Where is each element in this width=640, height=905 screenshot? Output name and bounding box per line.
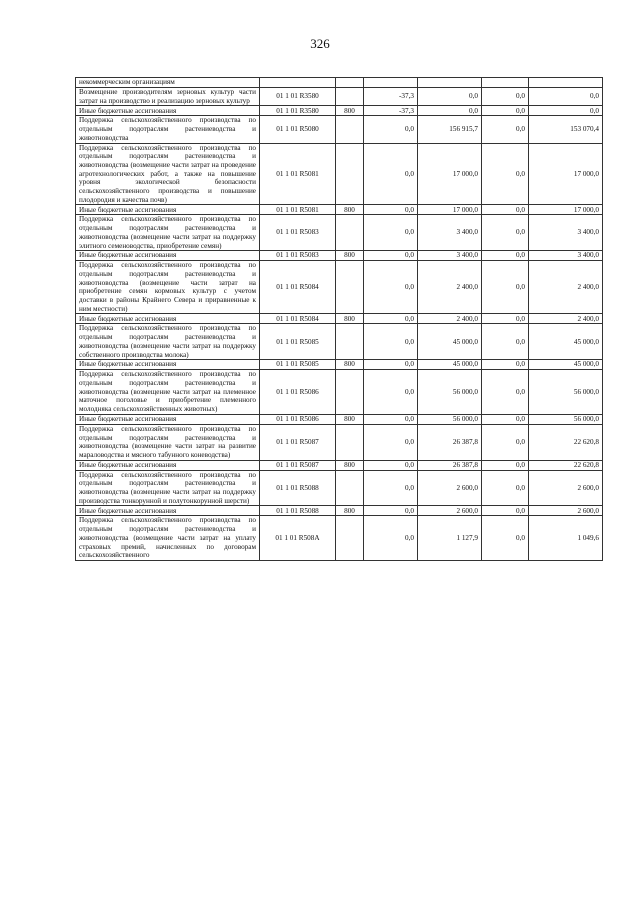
- budget-table: [75, 77, 603, 561]
- budget-table-body: [76, 78, 603, 561]
- cell-vr: [336, 370, 364, 415]
- cell-v4: 2 400,0: [529, 261, 603, 314]
- cell-v3: 0,0: [482, 370, 529, 415]
- cell-v2: 17 000,0: [418, 205, 482, 215]
- table-row: [76, 516, 603, 561]
- table-row: [76, 88, 603, 106]
- cell-code: 01 1 01 R5085: [260, 360, 336, 370]
- cell-name: некоммерческим организациям: [76, 78, 260, 88]
- cell-code: 01 1 01 R5087: [260, 460, 336, 470]
- cell-name: Иные бюджетные ассигнования: [76, 106, 260, 116]
- cell-v1: 0,0: [364, 143, 418, 205]
- cell-code: 01 1 01 R3580: [260, 106, 336, 116]
- cell-v2: 2 600,0: [418, 506, 482, 516]
- cell-v2: 26 387,8: [418, 424, 482, 460]
- cell-vr: 800: [336, 414, 364, 424]
- cell-v2: 17 000,0: [418, 143, 482, 205]
- cell-v1: 0,0: [364, 414, 418, 424]
- cell-v2: [418, 78, 482, 88]
- cell-vr: 800: [336, 314, 364, 324]
- cell-v2: 56 000,0: [418, 370, 482, 415]
- cell-name: Иные бюджетные ассигнования: [76, 251, 260, 261]
- cell-name: Поддержка сельскохозяйственного производства по отдельным подотраслям растениеводства и животноводства (возмещение части затрат на поддержку элитного семеноводства, приобретение семян): [76, 215, 260, 251]
- cell-vr: [336, 516, 364, 561]
- cell-v4: 45 000,0: [529, 360, 603, 370]
- cell-name: Поддержка сельскохозяйственного производства по отдельным подотраслям растениеводства и животноводства (возмещение части затрат на развитие мараловодства и мясного табунного коневодства): [76, 424, 260, 460]
- page-number: 326: [310, 36, 330, 51]
- cell-v4: 22 620,8: [529, 460, 603, 470]
- cell-vr: [336, 215, 364, 251]
- cell-code: [260, 78, 336, 88]
- cell-v3: 0,0: [482, 506, 529, 516]
- table-row: [76, 205, 603, 215]
- cell-v2: 3 400,0: [418, 215, 482, 251]
- table-row: [76, 143, 603, 205]
- cell-v4: 3 400,0: [529, 215, 603, 251]
- cell-vr: 800: [336, 205, 364, 215]
- cell-v1: 0,0: [364, 360, 418, 370]
- cell-v2: 156 915,7: [418, 116, 482, 143]
- table-row: [76, 314, 603, 324]
- cell-v1: 0,0: [364, 251, 418, 261]
- cell-v3: 0,0: [482, 314, 529, 324]
- cell-code: 01 1 01 R5087: [260, 424, 336, 460]
- cell-v3: 0,0: [482, 324, 529, 360]
- cell-v1: 0,0: [364, 370, 418, 415]
- cell-v1: -37,3: [364, 88, 418, 106]
- cell-v3: 0,0: [482, 460, 529, 470]
- cell-v4: [529, 78, 603, 88]
- cell-vr: [336, 78, 364, 88]
- table-row: [76, 251, 603, 261]
- cell-code: 01 1 01 R5088: [260, 470, 336, 506]
- table-row: [76, 370, 603, 415]
- cell-code: 01 1 01 R5086: [260, 414, 336, 424]
- cell-v3: [482, 78, 529, 88]
- table-row: [76, 460, 603, 470]
- table-row: [76, 106, 603, 116]
- cell-name: Поддержка сельскохозяйственного производства по отдельным подотраслям растениеводства и животноводства (возмещение части затрат на поддержку производства тонкорунной и полутонкорунной шерсти): [76, 470, 260, 506]
- cell-v1: 0,0: [364, 314, 418, 324]
- cell-v2: 1 127,9: [418, 516, 482, 561]
- cell-code: 01 1 01 R5081: [260, 205, 336, 215]
- table-row: [76, 360, 603, 370]
- cell-vr: [336, 116, 364, 143]
- cell-v2: 3 400,0: [418, 251, 482, 261]
- cell-v3: 0,0: [482, 470, 529, 506]
- cell-v2: 2 400,0: [418, 261, 482, 314]
- cell-vr: [336, 143, 364, 205]
- cell-v3: 0,0: [482, 360, 529, 370]
- cell-name: Возмещение производителям зерновых культур части затрат на производство и реализацию зерновых культур: [76, 88, 260, 106]
- cell-v1: 0,0: [364, 470, 418, 506]
- table-row: [76, 506, 603, 516]
- cell-v4: 1 049,6: [529, 516, 603, 561]
- cell-v4: 0,0: [529, 88, 603, 106]
- cell-v2: 26 387,8: [418, 460, 482, 470]
- cell-vr: [336, 324, 364, 360]
- cell-v4: 45 000,0: [529, 324, 603, 360]
- cell-v3: 0,0: [482, 414, 529, 424]
- cell-vr: [336, 470, 364, 506]
- cell-v4: 22 620,8: [529, 424, 603, 460]
- cell-v2: 45 000,0: [418, 324, 482, 360]
- cell-name: Иные бюджетные ассигнования: [76, 205, 260, 215]
- table-row: [76, 414, 603, 424]
- cell-name: Иные бюджетные ассигнования: [76, 460, 260, 470]
- cell-vr: [336, 424, 364, 460]
- cell-v3: 0,0: [482, 88, 529, 106]
- cell-code: 01 1 01 R5084: [260, 261, 336, 314]
- cell-v2: 0,0: [418, 106, 482, 116]
- cell-code: 01 1 01 R5081: [260, 143, 336, 205]
- cell-name: Поддержка сельскохозяйственного производства по отдельным подотраслям растениеводства и животноводства: [76, 116, 260, 143]
- cell-name: Иные бюджетные ассигнования: [76, 506, 260, 516]
- cell-v2: 56 000,0: [418, 414, 482, 424]
- cell-name: Иные бюджетные ассигнования: [76, 314, 260, 324]
- cell-name: Поддержка сельскохозяйственного производства по отдельным подотраслям растениеводства и животноводства (возмещение части затрат на поддержку собственного производства молока): [76, 324, 260, 360]
- cell-v3: 0,0: [482, 516, 529, 561]
- cell-v2: 2 400,0: [418, 314, 482, 324]
- cell-name: Поддержка сельскохозяйственного производства по отдельным подотраслям растениеводства и животноводства (возмещение части затрат на уплату страховых премий, начисленных по договорам сельскохозяйственного: [76, 516, 260, 561]
- cell-v1: 0,0: [364, 324, 418, 360]
- cell-vr: 800: [336, 460, 364, 470]
- cell-name: Поддержка сельскохозяйственного производства по отдельным подотраслям растениеводства и животноводства (возмещение части затрат на приобретение семян кормовых культур с учетом доставки в районы Крайнего Севера и приравненные к ним местности): [76, 261, 260, 314]
- cell-v1: 0,0: [364, 205, 418, 215]
- cell-v3: 0,0: [482, 106, 529, 116]
- cell-name: Поддержка сельскохозяйственного производства по отдельным подотраслям растениеводства и животноводства (возмещение части затрат на проведение агротехнологических работ, а также на повышение уровня экологической безопасности сельскохозяйственного производства и повышение плодородия и качества почв): [76, 143, 260, 205]
- cell-code: 01 1 01 R5085: [260, 324, 336, 360]
- table-row: [76, 116, 603, 143]
- cell-v1: -37,3: [364, 106, 418, 116]
- cell-vr: [336, 261, 364, 314]
- cell-code: 01 1 01 R5083: [260, 251, 336, 261]
- cell-code: 01 1 01 R5083: [260, 215, 336, 251]
- table-row: [76, 470, 603, 506]
- cell-vr: 800: [336, 506, 364, 516]
- cell-v1: 0,0: [364, 506, 418, 516]
- cell-v2: 0,0: [418, 88, 482, 106]
- cell-code: 01 1 01 R3580: [260, 88, 336, 106]
- cell-v4: 2 600,0: [529, 470, 603, 506]
- cell-v2: 45 000,0: [418, 360, 482, 370]
- cell-name: Иные бюджетные ассигнования: [76, 360, 260, 370]
- cell-v1: 0,0: [364, 215, 418, 251]
- table-row: [76, 324, 603, 360]
- cell-vr: 800: [336, 251, 364, 261]
- cell-v3: 0,0: [482, 116, 529, 143]
- cell-v4: 56 000,0: [529, 370, 603, 415]
- cell-vr: [336, 88, 364, 106]
- cell-name: Иные бюджетные ассигнования: [76, 414, 260, 424]
- table-row: [76, 424, 603, 460]
- cell-v1: 0,0: [364, 261, 418, 314]
- cell-v3: 0,0: [482, 205, 529, 215]
- cell-v3: 0,0: [482, 251, 529, 261]
- cell-v1: [364, 78, 418, 88]
- cell-code: 01 1 01 R5084: [260, 314, 336, 324]
- cell-vr: 800: [336, 360, 364, 370]
- cell-v1: 0,0: [364, 424, 418, 460]
- cell-v4: 2 400,0: [529, 314, 603, 324]
- cell-code: 01 1 01 R5080: [260, 116, 336, 143]
- cell-v4: 17 000,0: [529, 143, 603, 205]
- cell-code: 01 1 01 R508А: [260, 516, 336, 561]
- cell-v3: 0,0: [482, 143, 529, 205]
- table-row: [76, 215, 603, 251]
- cell-v1: 0,0: [364, 460, 418, 470]
- cell-v4: 17 000,0: [529, 205, 603, 215]
- cell-v4: 153 070,4: [529, 116, 603, 143]
- cell-v2: 2 600,0: [418, 470, 482, 506]
- cell-v3: 0,0: [482, 215, 529, 251]
- cell-v1: 0,0: [364, 516, 418, 561]
- cell-code: 01 1 01 R5088: [260, 506, 336, 516]
- cell-code: 01 1 01 R5086: [260, 370, 336, 415]
- cell-v3: 0,0: [482, 424, 529, 460]
- cell-v1: 0,0: [364, 116, 418, 143]
- table-row: [76, 78, 603, 88]
- cell-v4: 0,0: [529, 106, 603, 116]
- table-row: [76, 261, 603, 314]
- cell-v4: 56 000,0: [529, 414, 603, 424]
- cell-v3: 0,0: [482, 261, 529, 314]
- cell-v4: 2 600,0: [529, 506, 603, 516]
- cell-vr: 800: [336, 106, 364, 116]
- cell-v4: 3 400,0: [529, 251, 603, 261]
- cell-name: Поддержка сельскохозяйственного производства по отдельным подотраслям растениеводства и животноводства (возмещение части затрат на племенное маточное поголовье и приобретение племенного молодняка сельскохозяйственных животных): [76, 370, 260, 415]
